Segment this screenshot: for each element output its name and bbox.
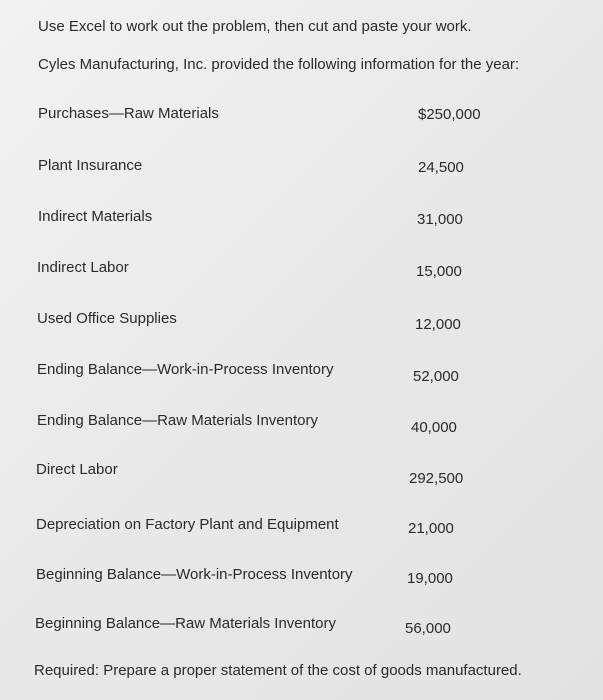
item-label-ending-wip-inventory: Ending Balance—Work-in-Process Inventory [37, 361, 334, 378]
item-label-ending-raw-materials-inventory: Ending Balance—Raw Materials Inventory [37, 412, 318, 429]
item-value-indirect-materials: 31,000 [417, 211, 463, 228]
item-value-ending-wip-inventory: 52,000 [413, 368, 459, 385]
item-label-plant-insurance: Plant Insurance [38, 157, 143, 174]
instruction-line-1: Use Excel to work out the problem, then cut and paste your work. [38, 18, 472, 35]
instruction-line-2: Cyles Manufacturing, Inc. provided the following information for the year: [38, 56, 520, 73]
item-label-depreciation-factory: Depreciation on Factory Plant and Equipment [36, 516, 339, 533]
required-instruction: Required: Prepare a proper statement of the cost of goods manufactured. [34, 662, 522, 679]
item-label-indirect-labor: Indirect Labor [37, 259, 129, 276]
item-value-plant-insurance: 24,500 [418, 159, 464, 176]
item-value-beginning-raw-materials-inventory: 56,000 [405, 620, 451, 637]
item-value-depreciation-factory: 21,000 [408, 520, 454, 537]
item-value-indirect-labor: 15,000 [416, 263, 462, 280]
item-value-purchases-raw-materials: $250,000 [418, 106, 481, 123]
item-value-ending-raw-materials-inventory: 40,000 [411, 419, 457, 436]
item-label-used-office-supplies: Used Office Supplies [37, 310, 177, 327]
item-value-direct-labor: 292,500 [409, 470, 464, 487]
item-label-direct-labor: Direct Labor [36, 461, 118, 478]
item-value-beginning-wip-inventory: 19,000 [407, 570, 453, 587]
item-label-indirect-materials: Indirect Materials [38, 208, 153, 225]
item-label-purchases-raw-materials: Purchases—Raw Materials [38, 105, 219, 122]
item-label-beginning-raw-materials-inventory: Beginning Balance—Raw Materials Inventory [35, 615, 336, 632]
item-value-used-office-supplies: 12,000 [415, 316, 461, 333]
item-label-beginning-wip-inventory: Beginning Balance—Work-in-Process Inventory [36, 566, 353, 583]
